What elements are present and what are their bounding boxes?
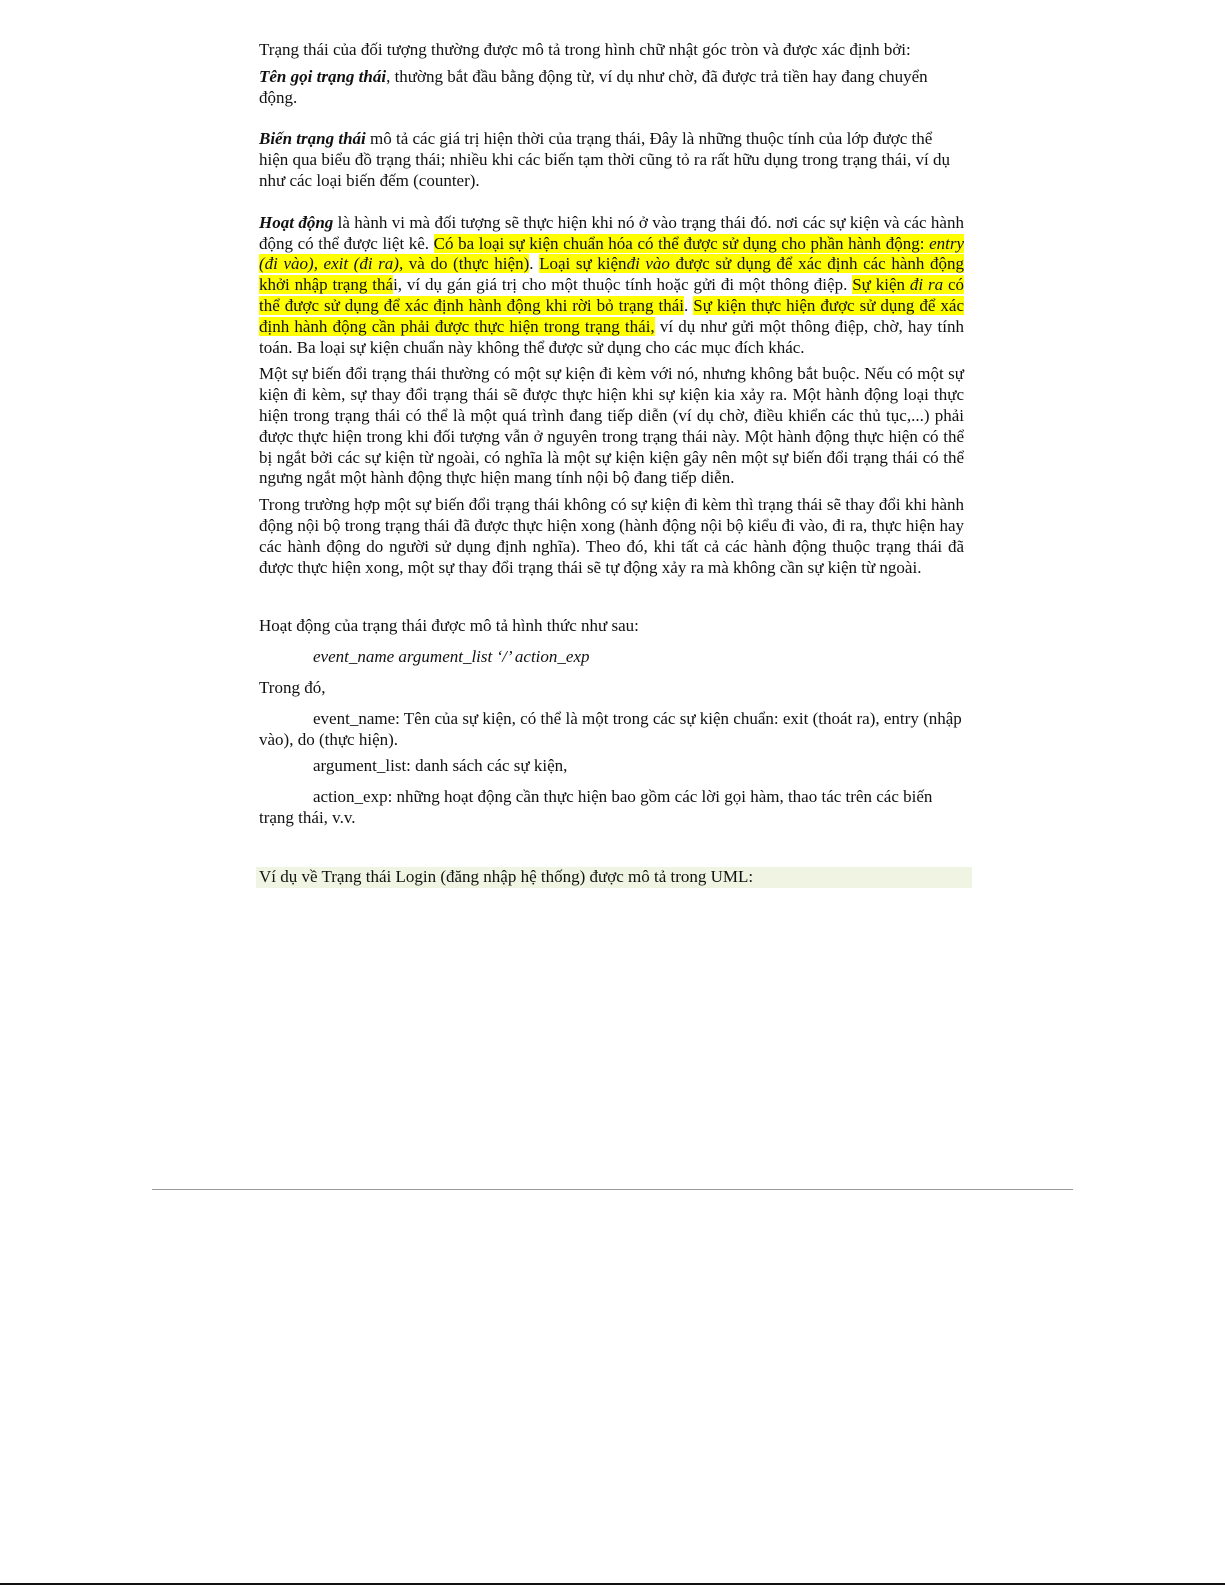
highlight-exit-event: Sự kiện đi ra có thể được sử dụng để xác định hành động khi rời bỏ trạng thái (259, 275, 965, 315)
state-name-text: , thường bắt đầu bằng động từ, ví dụ như chờ, đã được trả tiền hay đang chuyển động. (259, 66, 928, 107)
term-state-variable: Biến trạng thái (259, 129, 366, 149)
highlight-do-event: Sự kiện thực hiện được sử dụng để xác định hành động cần phải được thực hiện trong trạng thái, (259, 295, 964, 336)
document-page (259, 40, 964, 888)
definition-argument-list: argument_list: danh sách các sự kiện, (313, 756, 568, 776)
activity-text-3: i, ví dụ gán giá trị cho một thuộc tính hoặc gửi đi một thông điệp. (393, 275, 853, 295)
paragraph-state-name (259, 67, 964, 109)
state-variable-text: mô tả các giá trị hiện thời của trạng thái, Đây là những thuộc tính của lớp được thể hiện qua biểu đồ trạng thái; nhiều khi các biến tạm thời cũng tỏ ra rất hữu dụng trong trạng thái, ví dụ như các loại biến đếm (counter). (259, 129, 950, 190)
term-state-name: Tên gọi trạng thái (259, 66, 387, 86)
definition-event-name: event_name: Tên của sự kiện, có thể là một trong các sự kiện chuẩn: exit (thoát ra), entry (nhập vào), do (thực hiện). (259, 708, 962, 749)
paragraph-syntax-intro: Hoạt động của trạng thái được mô tả hình thức như sau: (259, 616, 639, 636)
paragraph-no-event-transition: Trong trường hợp một sự biến đổi trạng thái không có sự kiện đi kèm thì trạng thái sẽ thay đổi khi hành động nội bộ trong trạng thái đã được thực hiện xong (hành động nội bộ kiểu đi vào, đi ra, thực hiện hay các hành động do người sử dụng định nghĩa). Theo đó, khi tất cả các hành động thuộc trạng thái đã được thực hiện xong, một sự thay đổi trạng thái sẽ tự động xảy ra mà không cần sự kiện từ ngoài. (259, 495, 964, 577)
syntax-line (259, 647, 964, 668)
paragraph-transition: Một sự biến đổi trạng thái thường có một sự kiện đi kèm với nó, nhưng không bắt buộc. Nếu có một sự kiện đi kèm, sự thay đổi trạng thái sẽ được thực hiện khi sự kiện kia xảy ra. Một hành động loại thực hiện trong trạng thái có thể là một quá trình đang tiếp diễn (ví dụ chờ, điều khiển các thủ tục,...) phải được thực hiện trong khi đối tượng vẫn ở nguyên trong trạng thái này. Một hành động thực hiện có thể bị ngắt bởi các sự kiện từ ngoài, có nghĩa là một sự kiện kiện gây nên một sự biến đổi trạng thái có thể ngưng ngắt một hành động thực hiện mang tính nội bộ đang tiếp diễn. (259, 364, 964, 488)
paragraph-activity (259, 213, 964, 359)
paragraph-intro: Trạng thái của đối tượng thường được mô tả trong hình chữ nhật góc tròn và được xác định bởi: (259, 40, 911, 59)
highlight-standard-events: Có ba loại sự kiện chuẩn hóa có thể được sử dụng cho phần hành động: entry (đi vào), exit (đi ra), và do (thực hiện) (259, 233, 964, 274)
definition-action-exp: action_exp: những hoạt động cần thực hiện bao gồm các lời gọi hàm, thao tác trên các biến trạng thái, v.v. (259, 787, 933, 827)
term-activity: Hoạt động (259, 212, 334, 232)
page-separator (152, 1189, 1073, 1190)
activity-text-5: ví dụ như gửi một thông điệp, chờ, hay tính toán. Ba loại sự kiện chuẩn này không thể được sử dụng cho các mục đích khác. (259, 316, 964, 357)
paragraph-where: Trong đó, (259, 677, 326, 697)
syntax-text: event_name argument_list ‘/’ action_exp (313, 647, 590, 667)
highlight-entry-event: Loại sự kiệnđi vào được sử dụng để xác định các hành động khởi nhập trạng thá (259, 254, 964, 295)
activity-text-2: . (529, 254, 540, 274)
activity-text-4: . (684, 295, 694, 315)
activity-text-1: là hành vi mà đối tượng sẽ thực hiện khi nó ở vào trạng thái đó. nơi các sự kiện và các hành động có thể được liệt kê. (259, 212, 964, 253)
paragraph-state-variable (259, 129, 964, 191)
example-caption: Ví dụ về Trạng thái Login (đăng nhập hệ thống) được mô tả trong UML: (256, 867, 972, 888)
